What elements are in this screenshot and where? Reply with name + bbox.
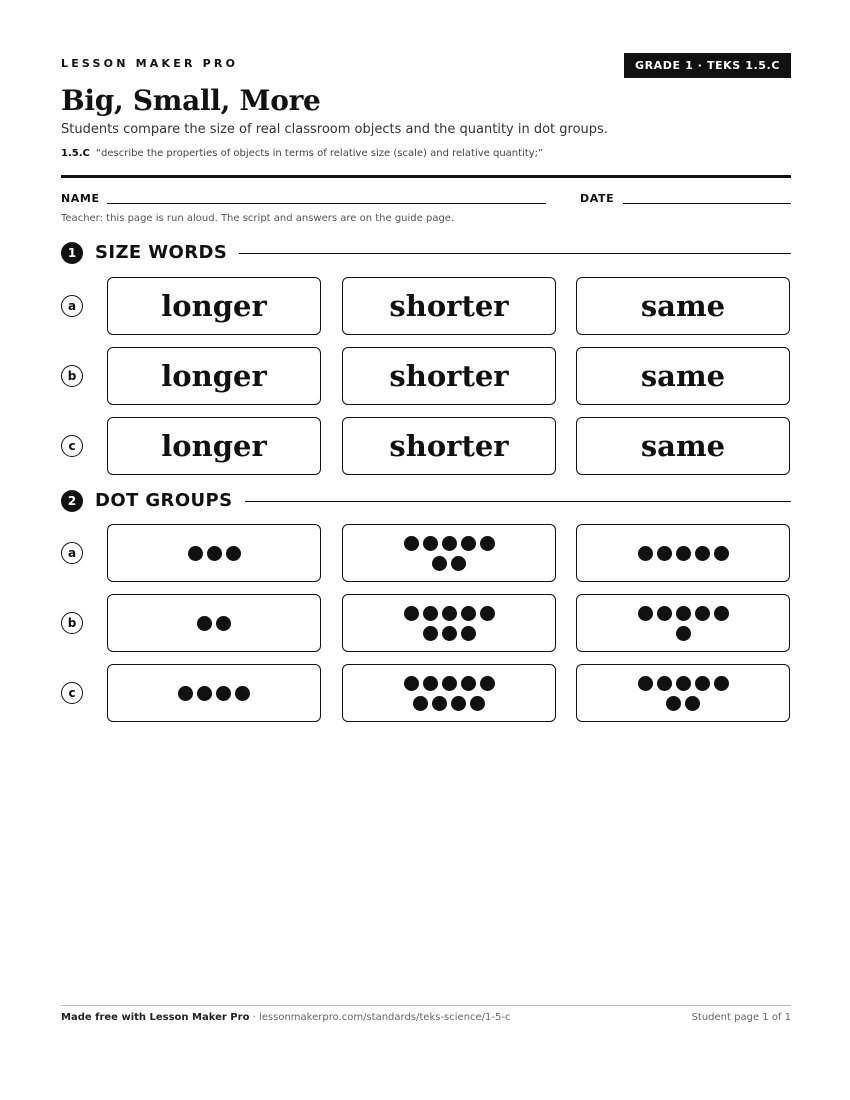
dot [470,696,485,711]
dot-row [423,626,476,641]
dot [685,696,700,711]
dot-row [404,536,495,551]
dot [442,626,457,641]
dot [451,556,466,571]
dot-group [188,546,241,561]
dot [714,676,729,691]
dot [216,686,231,701]
word-card[interactable] [107,277,321,335]
word-card[interactable] [342,417,556,475]
dot-row [638,676,729,691]
dot-group [638,676,729,711]
dot-group [638,606,729,641]
date-label: DATE [580,192,615,205]
dot [714,546,729,561]
dot-group [404,536,495,571]
dot [432,696,447,711]
dot [676,546,691,561]
dot-group-card[interactable] [342,594,556,652]
row-letter: c [61,435,83,457]
page-subtitle: Students compare the size of real classroom objects and the quantity in dot groups. [61,122,608,137]
dot [216,616,231,631]
teacher-note: Teacher: this page is run aloud. The script and answers are on the guide page. [61,213,455,224]
dot [404,536,419,551]
dot-row [432,556,466,571]
row-letter: b [61,612,83,634]
dot [442,606,457,621]
dot [480,606,495,621]
dot [423,676,438,691]
brand-name: LESSON MAKER PRO [61,57,239,70]
dot [404,676,419,691]
row-letter: a [61,542,83,564]
dot-row [413,696,485,711]
word-card-label: shorter [389,359,509,393]
dot [480,676,495,691]
dot-group [404,676,495,711]
dot-group-card[interactable] [107,594,321,652]
word-card[interactable] [107,417,321,475]
dot-row [404,676,495,691]
dot [657,606,672,621]
dot-row [404,606,495,621]
dot [676,606,691,621]
dot-group [638,546,729,561]
dot [714,606,729,621]
dot [461,536,476,551]
dot [461,606,476,621]
dot-group-card[interactable] [107,664,321,722]
section-title: DOT GROUPS [95,489,245,513]
dot-group-card[interactable] [342,524,556,582]
word-card-label: same [640,289,726,323]
dot [197,616,212,631]
dot [188,546,203,561]
dot [676,676,691,691]
dot [695,676,710,691]
section-dot-groups [61,489,791,513]
dot-row [197,616,231,631]
dot [676,626,691,641]
dot [461,626,476,641]
word-card-label: longer [161,289,267,323]
header-divider [61,175,791,178]
word-card[interactable] [342,277,556,335]
word-card[interactable] [576,277,790,335]
footer-made-with: Made free with Lesson Maker Pro [61,1012,250,1023]
dot [695,606,710,621]
standard-text: “describe the properties of objects in terms of relative size (scale) and relative quantity;” [95,148,544,159]
section-title: SIZE WORDS [95,241,239,265]
word-card[interactable] [576,417,790,475]
word-card[interactable] [107,347,321,405]
dot [442,676,457,691]
section-size-words [61,241,791,265]
dot-group [178,686,250,701]
dot [657,676,672,691]
dot [413,696,428,711]
dot [197,686,212,701]
dot [423,606,438,621]
dot-row [638,606,729,621]
word-card-label: shorter [389,429,509,463]
footer-url[interactable]: · lessonmakerpro.com/standards/teks-science/1-5-c [249,1012,511,1023]
dot [432,556,447,571]
date-field-line[interactable] [623,203,791,204]
dot [235,686,250,701]
dot-group-card[interactable] [342,664,556,722]
word-card[interactable] [342,347,556,405]
word-card-label: same [640,429,726,463]
dot [207,546,222,561]
dot [638,676,653,691]
dot-group-card[interactable] [576,524,790,582]
name-label: NAME [61,192,100,205]
dot [451,696,466,711]
dot-group [404,606,495,641]
word-card-label: longer [161,429,267,463]
dot [226,546,241,561]
dot-row [676,626,691,641]
dot [442,536,457,551]
dot-group [197,616,231,631]
page-title: Big, Small, More [61,84,321,117]
section-number: 2 [61,490,83,512]
name-field-line[interactable] [107,203,546,204]
dot [666,696,681,711]
dot [695,546,710,561]
dot-row [638,546,729,561]
footer-page-number: Student page 1 of 1 [691,1012,791,1023]
dot-group-card[interactable] [576,594,790,652]
standard-code: 1.5.C [61,148,90,159]
dot-row [188,546,241,561]
dot [480,536,495,551]
standard-line [61,148,543,159]
dot [423,626,438,641]
word-card[interactable] [576,347,790,405]
footer-credit [61,1012,511,1023]
dot [638,546,653,561]
word-card-label: shorter [389,289,509,323]
dot-row [178,686,250,701]
dot [423,536,438,551]
footer-divider [61,1005,791,1006]
word-card-label: longer [161,359,267,393]
section-number: 1 [61,242,83,264]
dot [178,686,193,701]
word-card-label: same [640,359,726,393]
row-letter: a [61,295,83,317]
dot [461,676,476,691]
grade-badge: GRADE 1 · TEKS 1.5.C [624,53,791,78]
dot-group-card[interactable] [107,524,321,582]
row-letter: b [61,365,83,387]
dot [638,606,653,621]
dot [657,546,672,561]
row-letter: c [61,682,83,704]
dot-row [666,696,700,711]
dot-group-card[interactable] [576,664,790,722]
dot [404,606,419,621]
